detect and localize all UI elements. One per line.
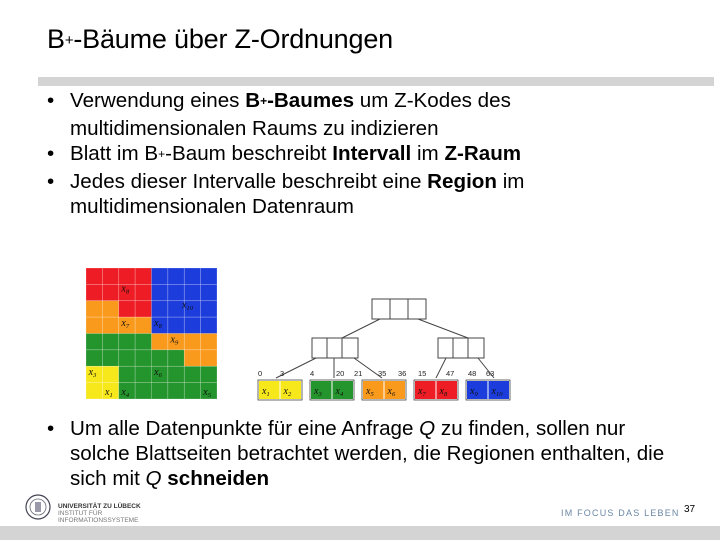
z-key-label: 20 <box>336 369 345 378</box>
grid-point-label: $x_3$ <box>88 367 97 380</box>
grid-cell <box>135 383 151 399</box>
grid-cell <box>102 317 118 333</box>
grid-cell <box>135 317 151 333</box>
grid-point-label: $x_{10}$ <box>181 300 193 313</box>
grid-cell <box>86 284 102 300</box>
slide-title: B+-Bäume über Z-Ordnungen <box>47 24 393 54</box>
page-number: 37 <box>684 504 696 515</box>
bullet-list <box>47 88 687 219</box>
leaf-entry-label: $x_9$ <box>470 386 478 398</box>
grid-point-label: $x_9$ <box>170 334 179 347</box>
grid-cell <box>201 350 217 366</box>
leaf-entry-label: $x_6$ <box>387 386 396 398</box>
bplus-tree-diagram <box>250 290 710 408</box>
grid-cell <box>135 284 151 300</box>
grid-cell <box>168 284 184 300</box>
grid-cell <box>119 334 135 350</box>
grid-cell <box>135 366 151 382</box>
grid-cell <box>86 317 102 333</box>
z-order-grid <box>86 268 217 399</box>
grid-cell <box>201 334 217 350</box>
z-key-label: 35 <box>378 369 387 378</box>
bullet-item: • Verwendung eines B+-Baumes um Z-Kodes des multidimensionalen Raums zu indizieren <box>47 89 511 140</box>
bullet-item: • Blatt im B+-Baum beschreibt Intervall im Z-Raum <box>47 142 522 165</box>
z-key-label: 0 <box>258 369 263 378</box>
grid-cell <box>135 350 151 366</box>
z-key-label: 4 <box>310 369 315 378</box>
grid-cell <box>86 268 102 284</box>
leaf-entry-label: $x_5$ <box>366 386 374 398</box>
grid-cell <box>86 301 102 317</box>
grid-cell <box>168 317 184 333</box>
leaf-entry-label: $x_8$ <box>439 386 448 398</box>
grid-cell <box>102 366 118 382</box>
grid-cell <box>86 334 102 350</box>
grid-cell <box>184 350 200 366</box>
grid-cell <box>184 268 200 284</box>
grid-cell <box>102 334 118 350</box>
grid-cell <box>168 350 184 366</box>
grid-point-label: $x_1$ <box>105 386 113 399</box>
grid-cell <box>201 366 217 382</box>
grid-cell <box>102 301 118 317</box>
grid-cell <box>119 268 135 284</box>
grid-cell <box>152 334 168 350</box>
grid-cell <box>168 268 184 284</box>
grid-cell <box>184 284 200 300</box>
grid-point-label: $x_8$ <box>121 283 130 296</box>
leaf-entry-label: $x_2$ <box>283 386 292 398</box>
grid-cell <box>135 268 151 284</box>
z-key-label: 3 <box>280 369 285 378</box>
grid-point-label: $x_7$ <box>121 318 130 331</box>
university-name: UNIVERSITÄT ZU LÜBECK INSTITUT FÜR INFORMATIONSSYSTEME <box>58 503 141 524</box>
grid-cell <box>201 317 217 333</box>
grid-cell <box>201 301 217 317</box>
grid-point-label: $x_8$ <box>154 318 162 331</box>
grid-cell <box>135 301 151 317</box>
footer-bar <box>0 526 720 540</box>
leaf-entry-label: $x_3$ <box>314 386 322 398</box>
grid-point-label: $x_5$ <box>203 386 211 399</box>
grid-cell <box>119 301 135 317</box>
grid-cell <box>102 268 118 284</box>
leaf-entry-label: $x_{10}$ <box>491 386 503 398</box>
grid-cell <box>152 301 168 317</box>
bullet-item: • Jedes dieser Intervalle beschreibt eine Region im multidimensionalen Datenraum <box>47 170 525 218</box>
grid-cell <box>102 350 118 366</box>
grid-cell <box>184 317 200 333</box>
leaf-entry-label: $x_7$ <box>418 386 426 398</box>
z-key-label: 48 <box>468 369 477 378</box>
grid-cell <box>184 366 200 382</box>
grid-cell <box>86 350 102 366</box>
z-key-label: 63 <box>486 369 495 378</box>
grid-cell <box>135 334 151 350</box>
grid-point-label: $x_4$ <box>121 386 130 399</box>
grid-cell <box>152 350 168 366</box>
bullet-list-bottom <box>47 416 687 491</box>
grid-cell <box>152 268 168 284</box>
grid-cell <box>152 383 168 399</box>
university-seal-logo <box>24 492 52 522</box>
grid-cell <box>152 284 168 300</box>
grid-cell <box>86 383 102 399</box>
grid-cell <box>201 284 217 300</box>
grid-cell <box>168 383 184 399</box>
leaf-entry-label: $x_4$ <box>335 386 344 398</box>
grid-cell <box>201 268 217 284</box>
title-divider <box>38 77 714 86</box>
grid-point-label: $x_6$ <box>154 367 162 380</box>
footer-motto: IM FOCUS DAS LEBEN <box>561 508 680 518</box>
z-key-label: 15 <box>418 369 427 378</box>
grid-cell <box>184 334 200 350</box>
grid-cell <box>119 350 135 366</box>
z-key-label: 36 <box>398 369 407 378</box>
grid-cell <box>119 366 135 382</box>
z-key-label: 47 <box>446 369 455 378</box>
grid-cell <box>168 366 184 382</box>
z-key-label: 21 <box>354 369 363 378</box>
grid-cell <box>184 383 200 399</box>
grid-cell <box>102 284 118 300</box>
bullet-item: • Um alle Datenpunkte für eine Anfrage Q zu finden, sollen nur solche Blattseiten betrachtet werden, die Regionen enthalten, die sich mit Q schneiden <box>47 417 665 490</box>
leaf-entry-label: $x_1$ <box>262 386 270 398</box>
